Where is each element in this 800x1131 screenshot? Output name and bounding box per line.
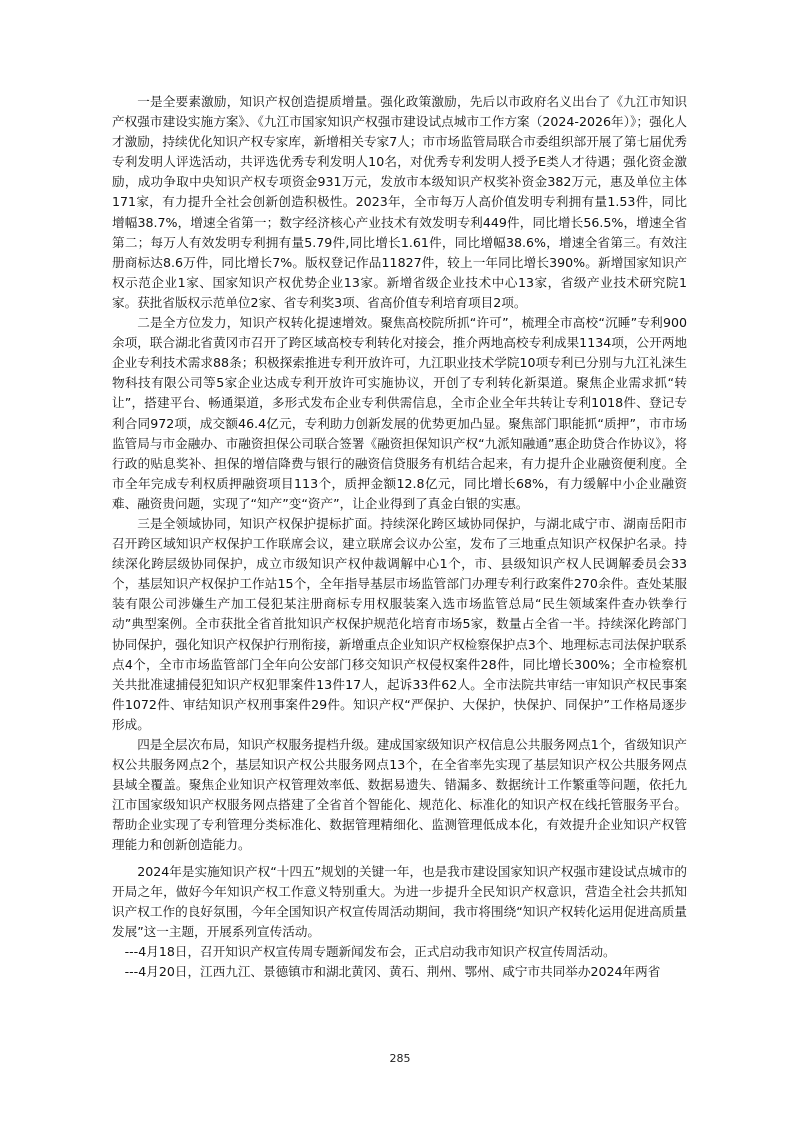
paragraph-6: ---4月18日，召开知识产权宣传周专题新闻发布会，正式启动我市知识产权宣传周活动。 [124, 943, 616, 959]
document-body [112, 92, 687, 982]
paragraph-1: 一是全要素激励，知识产权创造提质增量。强化政策激励，先后以市政府名义出台了《九江市知识产权强市建设实施方案》、《九江市国家知识产权强市建设试点城市工作方案（2024-2026年）》；强化人才激励，持续优化知识产权专家库，新增相关专家7人；市市场监管局联合市委组织部开展了第七届优秀专利发明人评选活动，共评选优秀专利发明人10名，对优秀专利发明人授予E类人才待遇；强化资金激励，成功争取中央知识产权专项资金931万元，发放市本级知识产权奖补资金382万元，惠及单位主体171家，有力提升全社会创新创造积极性。2023年，全市每万人高价值发明专利拥有量1.53件，同比增幅38.7%，增速全省第一；数字经济核心产业技术有效发明专利449件，同比增长56.5%，增速全省第二；每万人有效发明专利拥有量5.79件,同比增长1.61件，同比增幅38.6%，增速全省第三。有效注册商标达8.6万件，同比增长7%。版权登记作品11827件，较上一年同比增长390%。新增国家知识产权示范企业1家、国家知识产权优势企业13家。新增省级企业技术中心13家，省级产业技术研究院1家。获批省版权示范单位2家、省专利奖3项、省高价值专利培育项目2项。 [112, 94, 687, 310]
paragraph-2: 二是全方位发力，知识产权转化提速增效。聚焦高校院所抓“许可”，梳理全市高校“沉睡”专利900余项，联合湖北省黄冈市召开了跨区域高校专利转化对接会，推介两地高校专利成果1134项，公开两地企业专利技术需求88条；积极探索推进专利开放许可，九江职业技术学院10项专利已分别与九江礼涞生物科技有限公司等5家企业达成专利开放许可实施协议，开创了专利转化新渠道。聚焦企业需求抓“转让”，搭建平台、畅通渠道，多形式发布企业专利供需信息，全市企业全年共转让专利1018件、登记专利合同972项，成交额46.4亿元，专利助力创新发展的优势更加凸显。聚焦部门职能抓“质押”，市市场监管局与市金融办、市融资担保公司联合签署《融资担保知识产权“九派知融通”惠企助贷合作协议》，将行政的贴息奖补、担保的增信降费与银行的融资信贷服务有机结合起来，有力提升企业融资便利度。全市全年完成专利权质押融资项目113个，质押金额12.8亿元，同比增长68%，有力缓解中小企业融资难、融资贵问题，实现了“知产”变“资产”，让企业得到了真金白银的实惠。 [112, 315, 687, 511]
paragraph-4: 四是全层次布局，知识产权服务提档升级。建成国家级知识产权信息公共服务网点1个，省级知识产权公共服务网点2个，基层知识产权公共服务网点13个，在全省率先实现了基层知识产权公共服务网点县域全覆盖。聚焦企业知识产权管理效率低、数据易遗失、错漏多、数据统计工作繁重等问题，依托九江市国家级知识产权服务网点搭建了全省首个智能化、规范化、标准化的知识产权在线托管服务平台。帮助企业实现了专利管理分类标准化、数据管理精细化、监测管理低成本化，有效提升企业知识产权管理能力和创新创造能力。 [112, 737, 687, 853]
paragraph-3: 三是全领域协同，知识产权保护提标扩面。持续深化跨区域协同保护，与湖北咸宁市、湖南岳阳市召开跨区域知识产权保护工作联席会议，建立联席会议办公室，发布了三地重点知识产权保护名录。持续深化跨层级协同保护，成立市级知识产权仲裁调解中心1个，市、县级知识产权人民调解委员会33个，基层知识产权保护工作站15个，全年指导基层市场监管部门办理专利行政案件270余件。查处某服装有限公司涉嫌生产加工侵犯某注册商标专用权服装案入选市场监管总局“民生领域案件查办铁拳行动”典型案例。全市获批全省首批知识产权保护规范化培育市场5家，数量占全省一半。持续深化跨部门协同保护，强化知识产权保护行刑衔接，新增重点企业知识产权检察保护点3个、地理标志司法保护联系点4个，全市市场监管部门全年向公安部门移交知识产权侵权案件28件，同比增长300%；全市检察机关共批准逮捕侵犯知识产权犯罪案件13件17人，起诉33件62人。全市法院共审结一审知识产权民事案件1072件、审结知识产权刑事案件29件。知识产权“严保护、大保护，快保护、同保护”工作格局逐步形成。 [112, 515, 687, 732]
paragraph-7: ---4月20日，江西九江、景德镇市和湖北黄冈、黄石、荆州、鄂州、咸宁市共同举办2024年两省 [124, 964, 661, 980]
page-number: 285 [389, 1052, 411, 1065]
paragraph-5: 2024年是实施知识产权“十四五”规划的关键一年，也是我市建设国家知识产权强市建设试点城市的开局之年，做好今年知识产权工作意义特别重大。为进一步提升全民知识产权意识，营造全社会共抓知识产权工作的良好氛围，今年全国知识产权宣传周活动期间，我市将围绕“知识产权转化运用促进高质量发展”这一主题，开展系列宣传活动。 [112, 863, 687, 939]
